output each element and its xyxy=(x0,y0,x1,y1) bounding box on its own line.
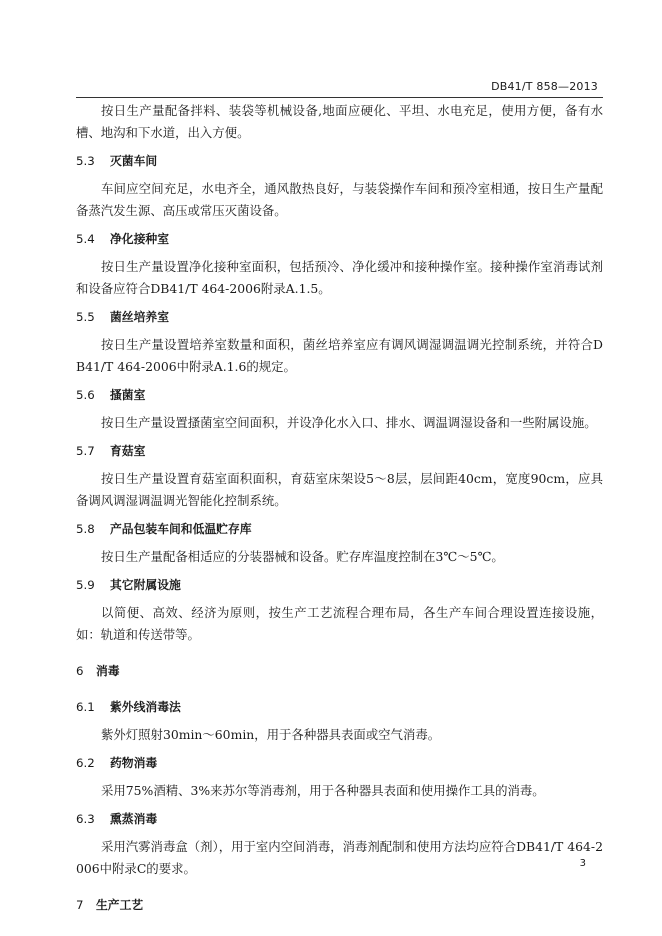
section-title: 育菇室 xyxy=(110,444,146,458)
intro-paragraph: 按日生产量配备拌料、装袋等机械设备,地面应硬化、平坦、水电充足，使用方便，备有水槽、地沟和下水道，出入方便。 xyxy=(76,103,603,140)
section-title: 药物消毒 xyxy=(110,756,158,770)
section-number: 6.2 xyxy=(76,756,95,770)
document-code: DB41/T 858—2013 xyxy=(491,80,598,93)
section-number: 5.7 xyxy=(76,444,95,458)
chapter-title: 生产工艺 xyxy=(96,898,144,912)
section-title: 灭菌车间 xyxy=(110,154,158,168)
section-heading-5-5 xyxy=(76,306,603,328)
section-body-5-6: 按日生产量设置搔菌室空间面积，并设净化水入口、排水、调温调湿设备和一些附属设施。 xyxy=(101,415,597,430)
chapter-number: 7 xyxy=(76,898,84,912)
header-divider xyxy=(76,97,603,98)
section-number: 5.6 xyxy=(76,388,95,402)
section-title: 紫外线消毒法 xyxy=(110,700,181,714)
section-number: 5.9 xyxy=(76,578,95,592)
section-title: 搔菌室 xyxy=(110,388,146,402)
section-heading-5-3 xyxy=(76,150,603,172)
section-body-5-4: 按日生产量设置净化接种室面积，包括预冷、净化缓冲和接种操作室。接种操作室消毒试剂和设备应符合DB41/T 464-2006附录A.1.5。 xyxy=(76,259,603,296)
section-heading-6-1 xyxy=(76,696,603,718)
section-body-5-7: 按日生产量设置育菇室面积面积，育菇室床架设5～8层，层间距40cm，宽度90cm，应具备调风调湿调温调光智能化控制系统。 xyxy=(76,471,603,508)
section-title: 产品包装车间和低温贮存库 xyxy=(110,522,252,536)
section-title: 菌丝培养室 xyxy=(110,310,169,324)
section-number: 5.8 xyxy=(76,522,95,536)
section-body-5-5: 按日生产量设置培养室数量和面积，菌丝培养室应有调风调湿调温调光控制系统，并符合DB41/T 464-2006中附录A.1.6的规定。 xyxy=(76,337,603,374)
section-body-6-3: 采用汽雾消毒盒（剂），用于室内空间消毒，消毒剂配制和使用方法均应符合DB41/T 464-2006中附录C的要求。 xyxy=(76,839,603,876)
section-body-6-1: 紫外灯照射30min～60min，用于各种器具表面或空气消毒。 xyxy=(101,727,441,742)
section-heading-5-6 xyxy=(76,384,603,406)
section-body-5-8: 按日生产量配备相适应的分装器械和设备。贮存库温度控制在3℃～5℃。 xyxy=(101,549,504,564)
chapter-heading-7 xyxy=(76,894,603,916)
section-title: 净化接种室 xyxy=(110,232,169,246)
section-body-5-3: 车间应空间充足，水电齐全，通风散热良好，与装袋操作车间和预冷室相通，按日生产量配备蒸汽发生源、高压或常压灭菌设备。 xyxy=(76,181,603,218)
section-heading-5-9 xyxy=(76,574,603,596)
section-heading-6-3 xyxy=(76,808,603,830)
chapter-number: 6 xyxy=(76,664,84,678)
section-number: 5.3 xyxy=(76,154,95,168)
section-number: 6.1 xyxy=(76,700,95,714)
chapter-heading-6 xyxy=(76,660,603,682)
section-number: 5.4 xyxy=(76,232,95,246)
chapter-title: 消毒 xyxy=(96,664,120,678)
section-title: 其它附属设施 xyxy=(110,578,181,592)
page-number: 3 xyxy=(579,858,586,869)
section-number: 5.5 xyxy=(76,310,95,324)
page-content xyxy=(76,100,603,916)
section-heading-5-4 xyxy=(76,228,603,250)
section-number: 6.3 xyxy=(76,812,95,826)
section-heading-5-8 xyxy=(76,518,603,540)
section-title: 熏蒸消毒 xyxy=(110,812,158,826)
section-body-5-9: 以简便、高效、经济为原则，按生产工艺流程合理布局，各生产车间合理设置连接设施，如：轨道和传送带等。 xyxy=(76,605,603,642)
section-heading-5-7 xyxy=(76,440,603,462)
section-body-6-2: 采用75%酒精、3%来苏尔等消毒剂，用于各种器具表面和使用操作工具的消毒。 xyxy=(101,783,545,798)
section-heading-6-2 xyxy=(76,752,603,774)
